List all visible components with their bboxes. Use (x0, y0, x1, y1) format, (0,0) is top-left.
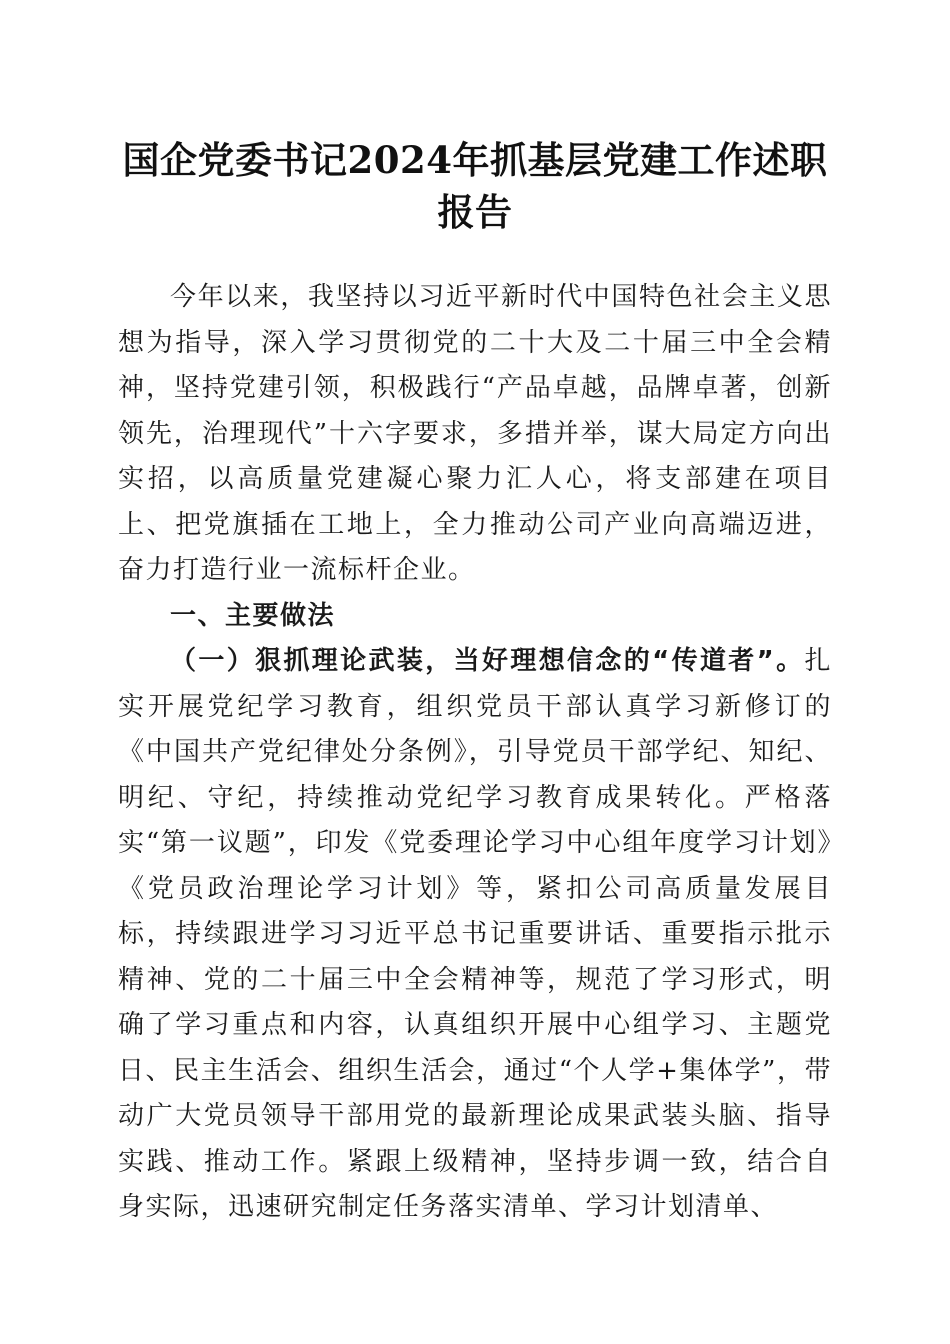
subsection-body: 扎实开展党纪学习教育，组织党员干部认真学习新修订的《中国共产党纪律处分条例》，引导党员干部学纪、知纪、明纪、守纪，持续推动党纪学习教育成果转化。严格落实“第一议题”，印发《党委理论学习中心组年度学习计划》《党员政治理论学习计划》等，紧扣公司高质量发展目标，持续跟进学习习近平总书记重要讲话、重要指示批示精神、党的二十届三中全会精神等，规范了学习形式，明确了学习重点和内容，认真组织开展中心组学习、主题党日、民主生活会、组织生活会，通过“个人学+集体学”，带动广大党员领导干部用党的最新理论成果武装头脑、指导实践、推动工作。紧跟上级精神，坚持步调一致，结合自身实际，迅速研究制定任务落实清单、学习计划清单、 (118, 646, 832, 1222)
subsection-title: （一）狠抓理论武装，当好理想信念的“传道者”。 (170, 646, 805, 676)
section-heading: 一、主要做法 (170, 600, 336, 631)
document-body (118, 275, 832, 1231)
subsection-paragraph (118, 639, 832, 1231)
intro-paragraph: 今年以来，我坚持以习近平新时代中国特色社会主义思想为指导，深入学习贯彻党的二十大及二十届三中全会精神，坚持党建引领，积极践行“产品卓越，品牌卓著，创新领先，治理现代”十六字要求，多措并举，谋大局定方向出实招，以高质量党建凝心聚力汇人心，将支部建在项目上、把党旗插在工地上，全力推动公司产业向高端迈进，奋力打造行业一流标杆企业。 (118, 282, 832, 585)
document-title: 国企党委书记2024年抓基层党建工作述职报告 (122, 138, 828, 234)
